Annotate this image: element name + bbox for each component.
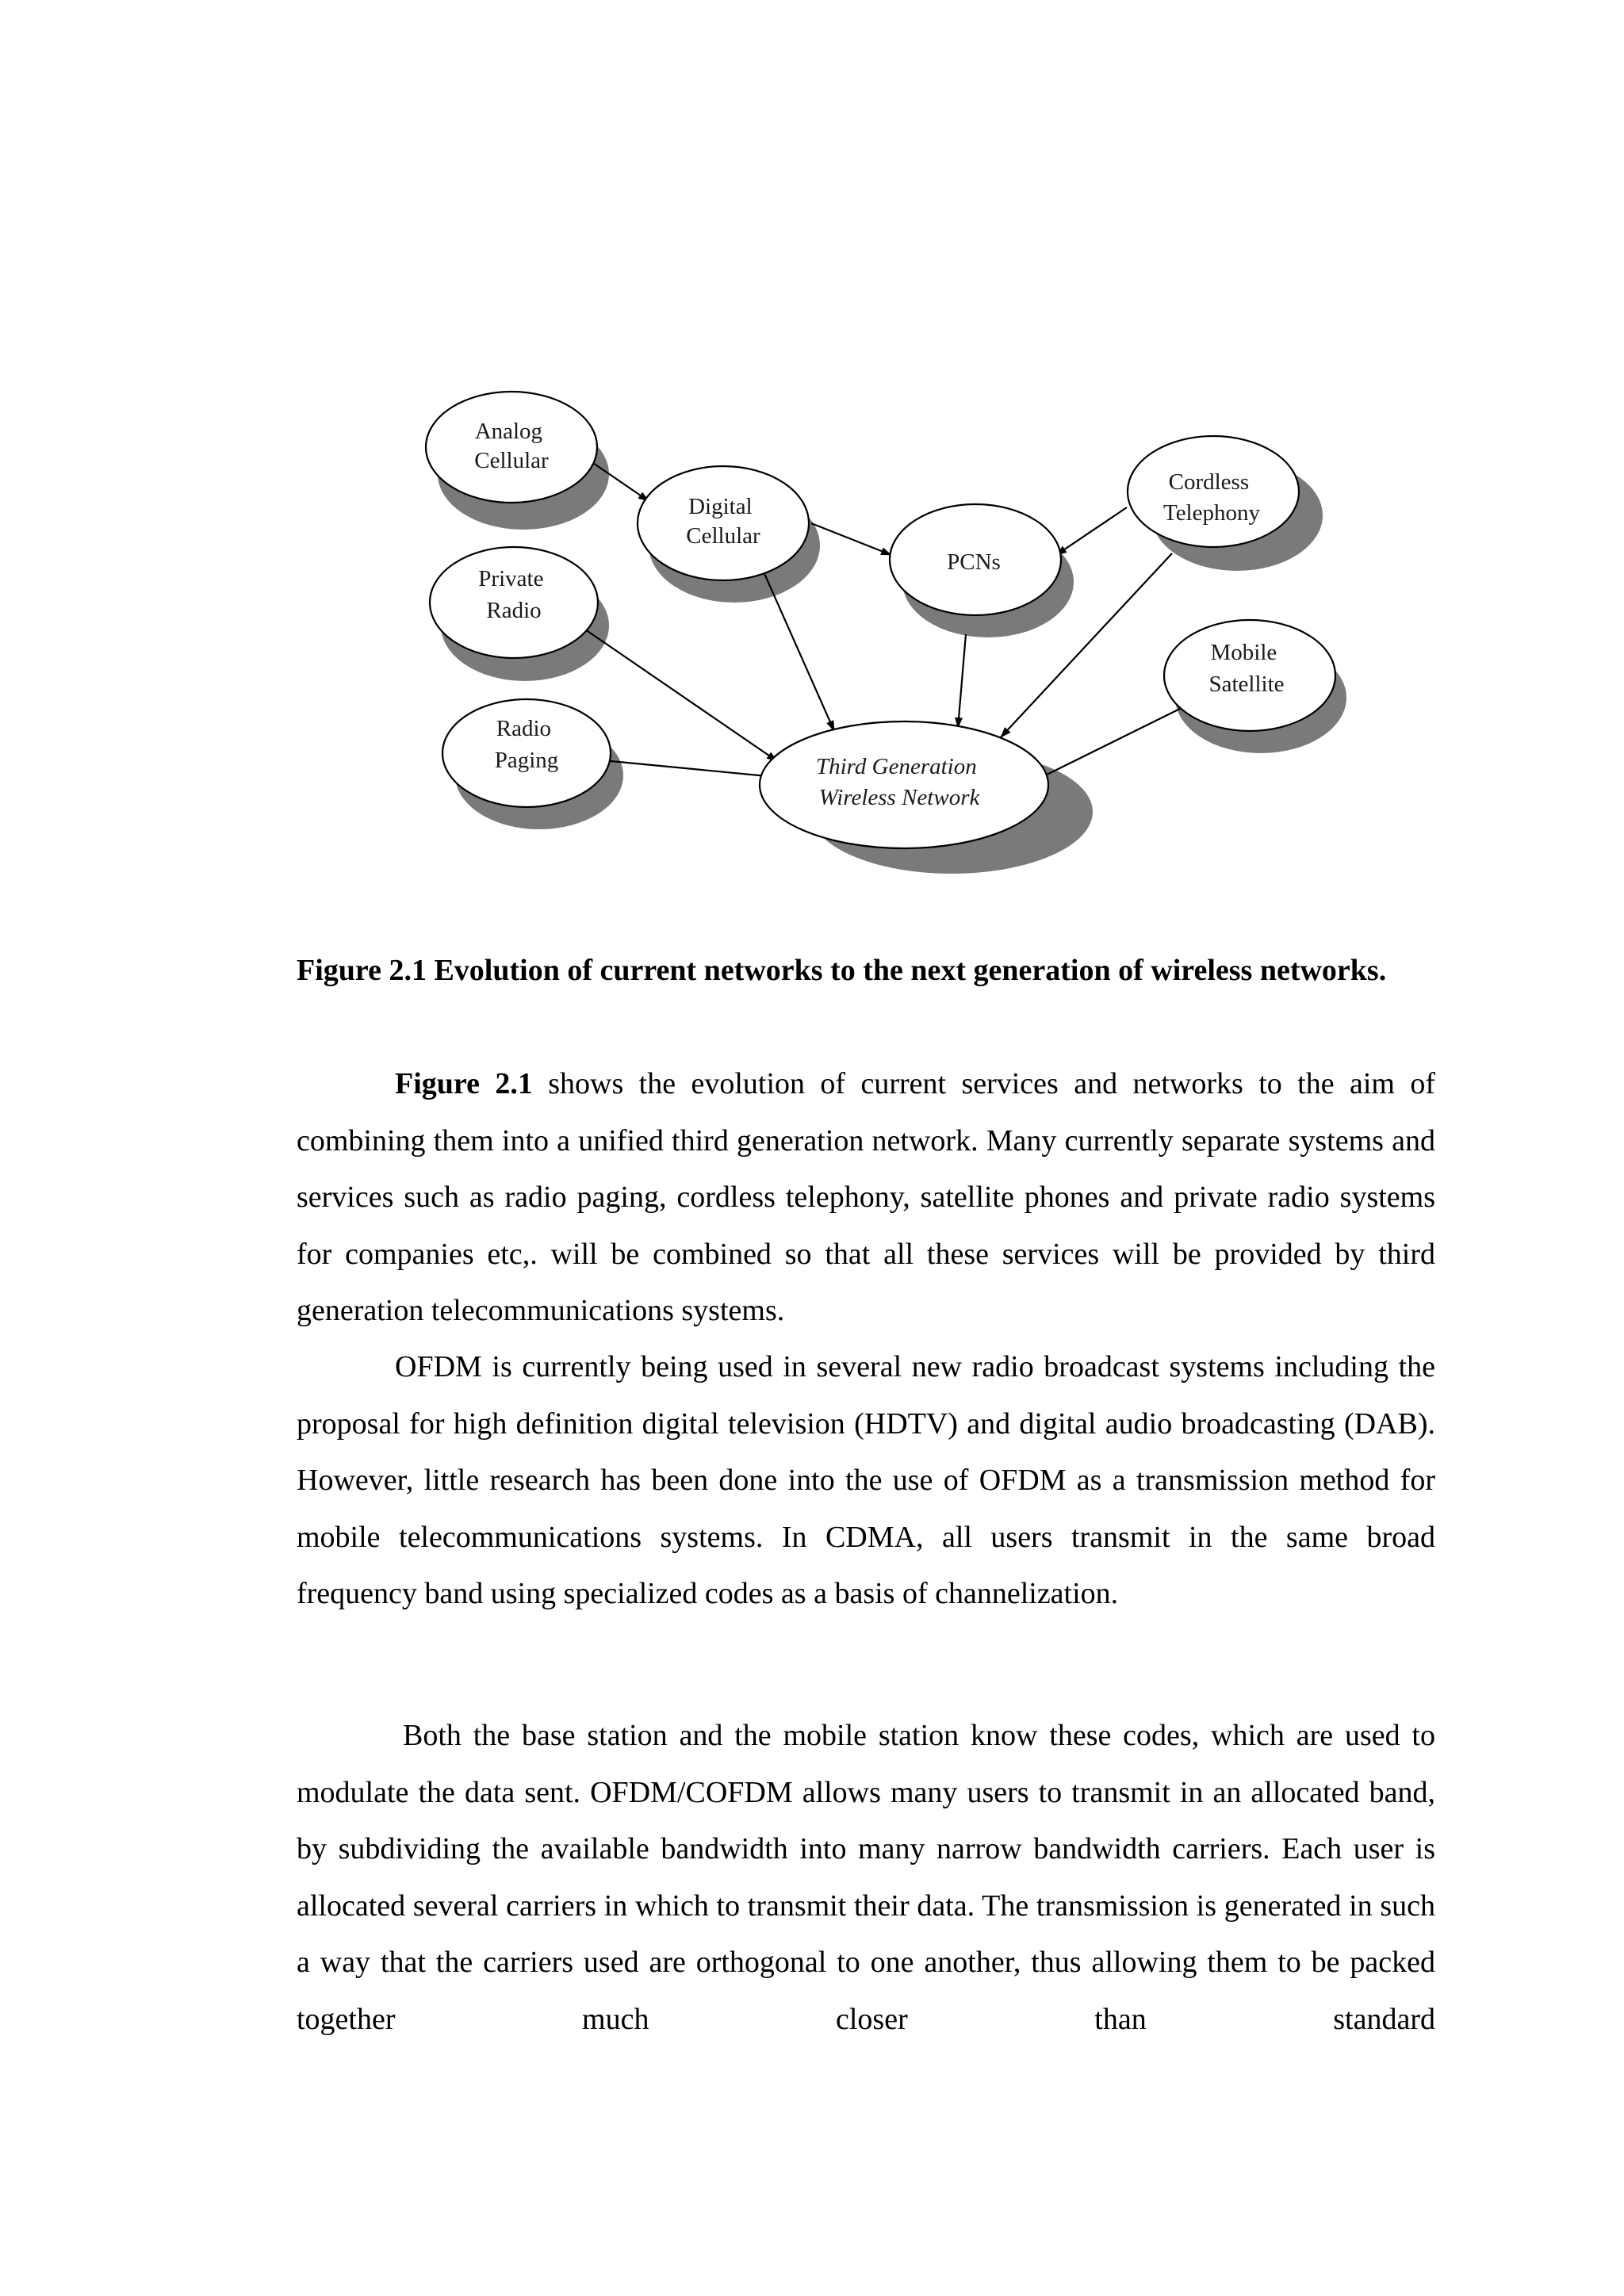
body-paragraph-2 — [297, 1339, 1435, 1623]
network-evolution-diagram — [0, 0, 1624, 904]
label-mobile-satellite: Mobile Satellite — [1208, 640, 1285, 697]
paragraph-1-text: shows the evolution of current services and networks to the aim of combining them into a unified third generation network. Many currently separate systems and services such as radio paging, cordless telephony, satellite phones and private radio systems for companies etc,. will be combined so that all these services will be provided by third generation telecommunications systems. — [297, 1067, 1435, 1327]
label-radio-paging: Radio Paging — [494, 716, 559, 773]
label-cordless-telephony: Cordless Telephony — [1163, 469, 1260, 526]
node-analog-cellular — [426, 392, 597, 503]
body-paragraph-1 — [297, 1056, 1435, 1340]
label-private-radio: Private Radio — [478, 566, 544, 623]
paragraph-2-text: OFDM is currently being used in several new radio broadcast systems including the proposal for high definition digital television (HDTV) and digital audio broadcasting (DAB). However, little research has been done into the use of OFDM as a transmission method for mobile telecommunications systems. In CDMA, all users transmit in the same broad frequency band using specialized codes as a basis of channelization. — [297, 1350, 1435, 1610]
paragraph-3-text: Both the base station and the mobile station know these codes, which are used to modulate the data sent. OFDM/COFDM allows many users to transmit in an allocated band, by subdividing the available bandwidth into many narrow bandwidth carriers. Each user is allocated several carriers in which to transmit their data. The transmission is generated in such a way that the carriers used are orthogonal to one another, thus allowing them to be packed together much closer than standard — [297, 1719, 1435, 2036]
figure-reference: Figure 2.1 — [395, 1067, 533, 1100]
label-analog-cellular: Analog Cellular — [474, 419, 549, 473]
label-digital-cellular: Digital Cellular — [686, 494, 760, 549]
label-pcns: PCNs — [947, 549, 1001, 575]
body-paragraph-3 — [297, 1708, 1435, 2048]
figure-caption: Figure 2.1 Evolution of current networks to the next generation of wireless networks. — [297, 954, 1387, 987]
label-third-generation: Third Generation Wireless Network — [816, 754, 980, 810]
